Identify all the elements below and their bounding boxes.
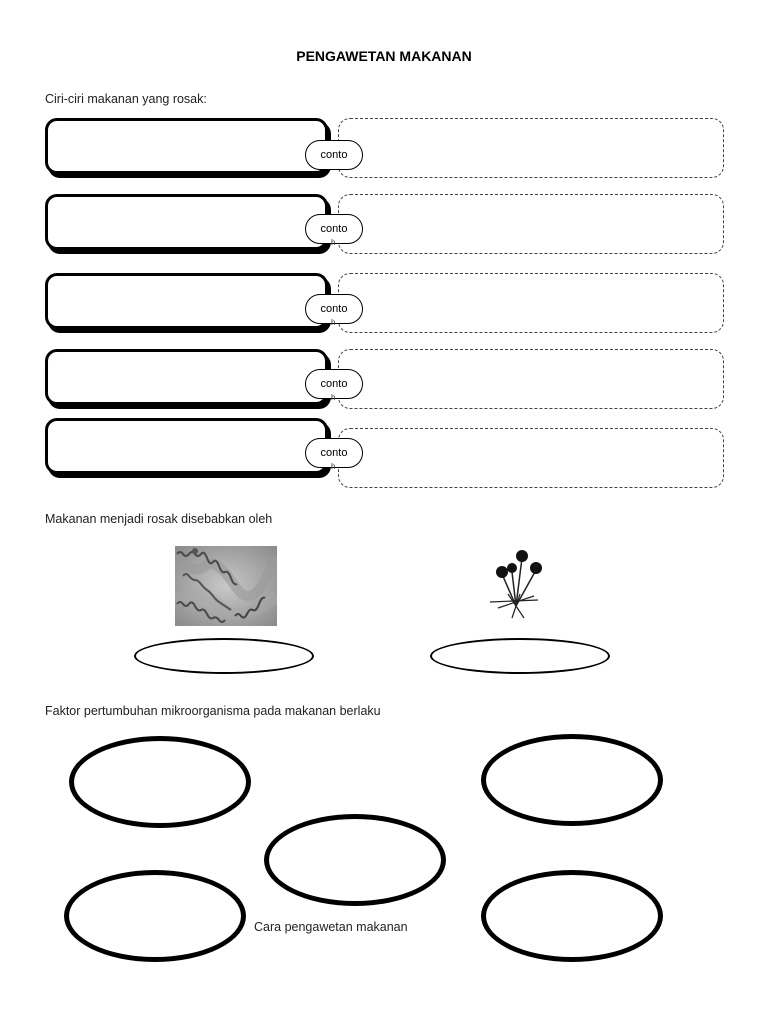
example-pill-label: conto (320, 303, 348, 315)
bacteria-image (175, 546, 277, 626)
answer-box-2[interactable] (45, 194, 328, 250)
answer-box-1[interactable] (45, 118, 328, 174)
answer-box-3[interactable] (45, 273, 328, 329)
example-box-2[interactable] (338, 194, 724, 254)
cause-answer-oval-2[interactable] (430, 638, 610, 674)
cause-answer-oval-1[interactable] (134, 638, 314, 674)
example-pill-label: conto (320, 223, 348, 235)
example-pill-label: conto (320, 149, 348, 161)
example-box-4[interactable] (338, 349, 724, 409)
example-pill-tail: h (331, 238, 336, 247)
section-label-factors: Faktor pertumbuhan mikroorganisma pada makanan berlaku (45, 704, 381, 718)
page-title: PENGAWETAN MAKANAN (296, 48, 472, 64)
section-label-preservation: Cara pengawetan makanan (254, 920, 408, 934)
factor-oval-5[interactable] (481, 870, 663, 962)
example-box-1[interactable] (338, 118, 724, 178)
section-label-causes: Makanan menjadi rosak disebabkan oleh (45, 512, 273, 526)
example-pill-label: conto (320, 447, 348, 459)
factor-oval-2[interactable] (481, 734, 663, 826)
answer-box-4[interactable] (45, 349, 328, 405)
factor-oval-4[interactable] (64, 870, 246, 962)
example-box-5[interactable] (338, 428, 724, 488)
example-pill-tail: h (331, 462, 336, 471)
factor-oval-1[interactable] (69, 736, 251, 828)
section-label-characteristics: Ciri-ciri makanan yang rosak: (45, 92, 207, 106)
example-pill-label: conto (320, 378, 348, 390)
answer-box-5[interactable] (45, 418, 328, 474)
example-box-3[interactable] (338, 273, 724, 333)
example-pill-tail: h (331, 318, 336, 327)
example-pill-tail: h (331, 393, 336, 402)
factor-oval-3[interactable] (264, 814, 446, 906)
mould-image (484, 546, 544, 626)
example-pill-1 (305, 140, 363, 170)
